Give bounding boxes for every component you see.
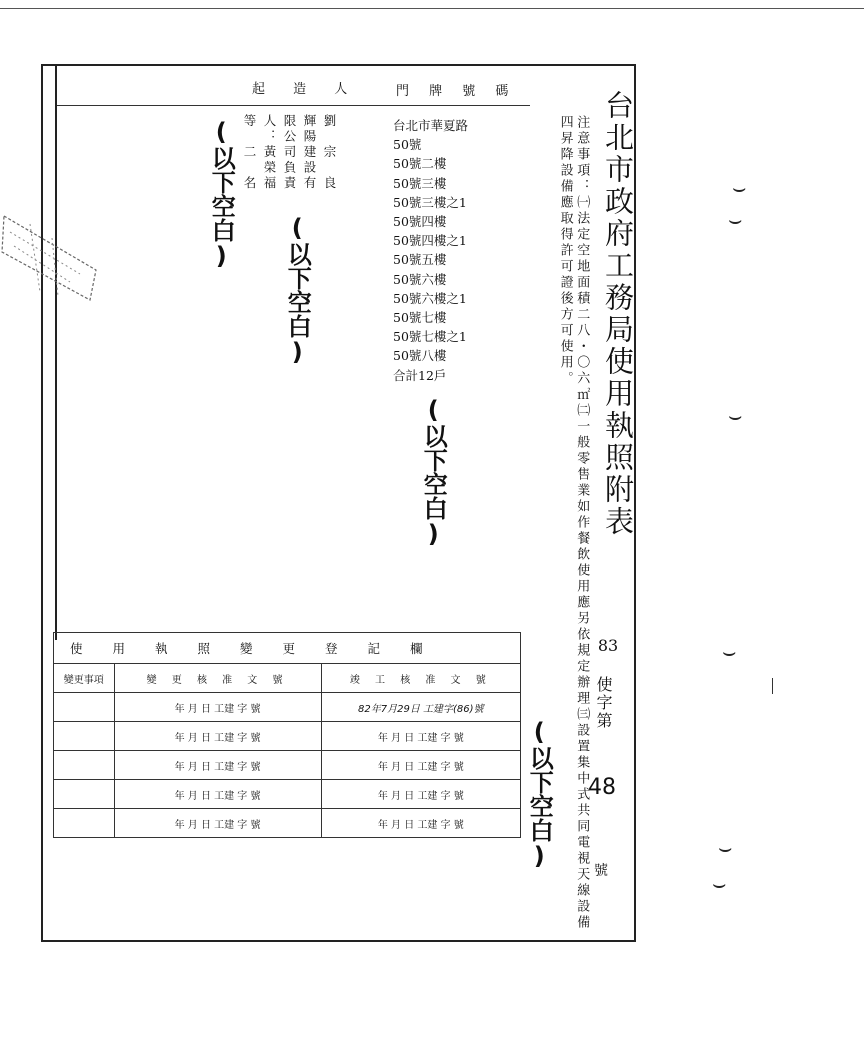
handwritten-blank-4: (以下空白) [525,718,554,870]
frame-divider [55,64,57,640]
faded-stamp [0,212,100,304]
address-line: 50號六樓之1 [393,290,467,306]
handwritten-blank-1: (以下空白) [207,118,236,270]
builder-line-1: 劉 宗 良 [322,114,337,192]
permit-word: 使字第 [594,676,613,730]
change-approval-cell: 年 月 日 工建 字 號 [114,693,321,722]
completion-approval-cell: 年 月 日 工建 字 號 [321,751,520,780]
address-line: 50號六樓 [393,271,447,287]
builder-line-3: 限公司負責 [282,114,297,192]
address-line: 台北市華夏路 [393,118,469,133]
handwritten-number: 工建字(86)號 [423,703,484,715]
document-title: 台北市政府工務局使用執照附表 [601,90,635,538]
completion-approval-cell: 年 月 日 工建 字 號 [321,780,520,809]
change-item-cell [54,693,115,722]
header-rule [57,105,530,106]
scan-mark: ⌣ [732,176,747,201]
scan-mark: ⌣ [712,872,727,897]
builder-column-header: 起 造 人 [252,82,360,97]
completion-approval-header: 竣 工 核 准 文 號 [321,664,520,693]
scan-top-border [0,0,864,9]
change-register [53,632,521,838]
address-line: 50號七樓 [393,310,447,326]
scan-mark: ⌣ [718,836,733,861]
change-item-cell [54,780,115,809]
change-approval-cell: 年 月 日 工建 字 號 [114,722,321,751]
permit-suffix: 號 [594,863,608,879]
change-item-cell [54,722,115,751]
address-line: 50號七樓之1 [393,329,467,345]
address-line: 50號八樓 [393,348,447,364]
builder-line-4: 人：黃榮福 [262,114,277,192]
scan-mark: ⌣ [728,404,743,429]
address-line: 50號二樓 [393,156,447,172]
scan-mark: ⌣ [722,640,737,665]
handwritten-blank-2: (以下空白) [283,214,312,366]
permit-year: 83 [597,636,619,655]
change-approval-cell: 年 月 日 工建 字 號 [114,780,321,809]
scan-mark [772,678,773,694]
change-approval-cell: 年 月 日 工建 字 號 [114,809,321,838]
completion-approval-cell: 年 月 日 工建 字 號 [321,809,520,838]
handwritten-blank-3: (以下空白) [419,396,448,548]
completion-approval-cell [321,693,520,722]
notes-text: 注意事項：㈠法定空地面積二八・〇六㎡㈡一般零售業如作餐飲使用應另依規定辦理㈢設置集中式共同電視天線設備四昇降設備應取得許可證後方可使用。 [557,115,590,931]
change-item-cell [54,809,115,838]
change-register-title: 使用執照變更登記欄 [54,633,521,664]
handwritten-date: 82年7月29日 [358,703,420,715]
address-line: 50號五樓 [393,252,447,268]
change-item-cell [54,751,115,780]
address-line: 50號三樓 [393,175,447,191]
address-line: 合計12戶 [393,367,447,383]
permit-number: 48 [588,775,616,800]
address-line: 50號三樓之1 [393,194,467,210]
builder-line-5: 等 二 名 [242,114,257,192]
address-line: 50號 [393,137,422,153]
completion-approval-cell: 年 月 日 工建 字 號 [321,722,520,751]
address-line: 50號四樓之1 [393,233,467,249]
address-line: 50號四樓 [393,214,447,230]
change-item-header: 變更事項 [54,664,115,693]
builder-line-2: 輝陽建設有 [302,114,317,192]
address-column-header: 門 牌 號 碼 [396,84,517,99]
change-approval-header: 變 更 核 准 文 號 [114,664,321,693]
scan-mark: ⌣ [728,208,743,233]
change-approval-cell: 年 月 日 工建 字 號 [114,751,321,780]
address-list [393,116,468,385]
